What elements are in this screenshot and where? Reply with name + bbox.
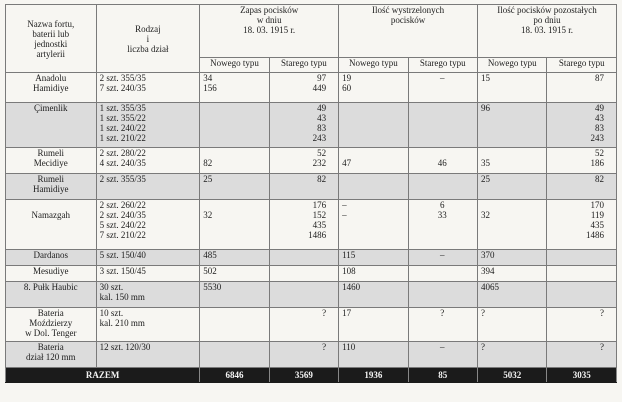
cell-gun-kind [96,200,200,250]
header-stock-new: Nowego typu [200,58,269,73]
cell-fired-old [408,103,477,148]
table-row [6,282,617,308]
header-kind [96,5,200,73]
cell-unit-name [6,266,97,282]
cell-rem-old-line: 52 [595,148,604,158]
cell-rem-old [547,282,617,308]
cell-fired-old-line: – [440,342,445,352]
cell-fired-old-line: 6 [440,200,445,210]
cell-gun-kind [96,266,200,282]
cell-stock-old-line: 232 [312,158,327,168]
cell-fired-new-line: – [342,210,347,220]
cell-unit-name-line: Hamidiye [33,83,69,93]
cell-unit-name [6,103,97,148]
cell-rem-new [478,250,547,266]
cell-rem-new-line: 25 [481,174,491,184]
total-stock-old: 3569 [269,368,338,383]
cell-gun-kind-line: 2 szt. 240/35 [99,210,146,220]
cell-unit-name-line: 8. Pułk Haubic [23,282,78,292]
table-row [6,250,617,266]
cell-stock-old [269,73,338,103]
header-remaining-new: Nowego typu [478,58,547,73]
total-rem-new: 5032 [478,368,547,383]
cell-unit-name-line: dział 120 mm [26,352,76,362]
cell-fired-new [339,342,408,368]
cell-fired-old [408,282,477,308]
cell-unit-name-line: Anadolu [35,73,67,83]
cell-unit-name-line: Bateria [37,342,64,352]
cell-stock-old-line: 52 [317,148,327,158]
cell-rem-old [547,148,617,174]
total-row [6,368,617,383]
table-row [6,174,617,200]
cell-fired-new [339,148,408,174]
cell-fired-new [339,103,408,148]
cell-rem-new-line: 15 [481,73,491,83]
cell-unit-name-line: Dardanos [33,250,69,260]
cell-rem-old [547,308,617,342]
table-body [6,73,617,368]
header-kind-line: i [146,33,150,44]
header-remaining-line: Ilość pocisków pozostałych [497,5,597,15]
cell-rem-new [478,103,547,148]
table-row [6,200,617,250]
cell-gun-kind [96,250,200,266]
header-stock-line: Zapas pocisków [240,5,299,15]
cell-gun-kind-line: 1 szt. 210/22 [99,133,146,143]
cell-stock-old [269,103,338,148]
cell-rem-new-line: 96 [481,103,491,113]
table-row [6,342,617,368]
cell-unit-name [6,308,97,342]
cell-stock-new [200,73,269,103]
cell-unit-name-line: Çimenlik [34,103,68,113]
cell-stock-new-line: 34 [203,73,213,83]
cell-rem-old-line: ? [600,308,604,318]
cell-gun-kind-line: 7 szt. 240/35 [99,83,146,93]
cell-rem-new [478,73,547,103]
cell-gun-kind-line: 1 szt. 240/22 [99,123,146,133]
cell-fired-new-line: 1460 [342,282,361,292]
cell-stock-old-line: 49 [317,103,327,113]
cell-stock-old-line: 83 [317,123,327,133]
cell-rem-old-line: 83 [595,123,604,133]
cell-rem-new-line: 370 [481,250,495,260]
cell-fired-old [408,73,477,103]
cell-fired-new-line: 60 [342,83,352,93]
header-stock [200,5,339,58]
header-fired-new: Nowego typu [339,58,408,73]
cell-unit-name-line [9,200,93,210]
cell-stock-new-line: 485 [203,250,217,260]
cell-fired-new-line: 108 [342,266,356,276]
cell-unit-name-line: Rumeli [37,174,65,184]
header-name-line: artylerii [36,48,66,59]
cell-gun-kind [96,342,200,368]
cell-gun-kind-line: 2 szt. 355/35 [99,174,146,184]
cell-stock-new [200,103,269,148]
cell-rem-new-line: 4065 [481,282,500,292]
cell-fired-new-line: 110 [342,342,356,352]
cell-gun-kind-line: 12 szt. 120/30 [99,342,151,352]
cell-gun-kind-line: 1 szt. 355/35 [99,103,146,113]
cell-gun-kind-line: 3 szt. 150/45 [99,266,146,276]
cell-stock-old-line: 82 [317,174,327,184]
cell-rem-new-line: 394 [481,266,495,276]
cell-rem-new [478,174,547,200]
cell-rem-new-line: 32 [481,210,491,220]
total-rem-old: 3035 [547,368,617,383]
cell-unit-name [6,250,97,266]
cell-fired-old-line: 46 [437,158,447,168]
cell-stock-new [200,266,269,282]
cell-stock-old-line: ? [322,342,327,352]
cell-rem-old-line: 170 [590,200,604,210]
total-label: RAZEM [6,368,200,383]
cell-stock-new-line: 5530 [203,282,222,292]
cell-stock-new-line [203,148,265,158]
cell-unit-name-line: Mecidiye [33,158,68,168]
cell-fired-new [339,282,408,308]
cell-fired-new-line: 17 [342,308,352,318]
cell-gun-kind [96,174,200,200]
cell-fired-new [339,200,408,250]
cell-gun-kind-line: 4 szt. 240/35 [99,158,146,168]
cell-rem-new-line [481,148,543,158]
cell-fired-old-line: – [440,73,445,83]
header-stock-line: 18. 03. 1915 r. [243,25,296,35]
cell-stock-new-line: 25 [203,174,213,184]
cell-fired-new [339,250,408,266]
cell-stock-new [200,148,269,174]
cell-rem-old-line: 435 [590,220,604,230]
cell-stock-new-line: 502 [203,266,217,276]
cell-gun-kind [96,308,200,342]
cell-rem-new [478,308,547,342]
header-kind-line: Rodzaj [135,23,161,34]
cell-rem-old [547,250,617,266]
cell-fired-old [408,200,477,250]
cell-fired-old [408,148,477,174]
cell-rem-new-line [481,200,543,210]
table-row [6,308,617,342]
cell-fired-old-line [411,148,474,158]
cell-rem-old [547,200,617,250]
header-remaining-line: po dniu [533,15,561,25]
table-row [6,266,617,282]
cell-fired-new-line: 115 [342,250,356,260]
cell-rem-old-line: 43 [595,113,604,123]
cell-gun-kind [96,73,200,103]
cell-rem-old [547,103,617,148]
cell-unit-name-line: Namazgah [31,210,71,220]
cell-stock-old [269,200,338,250]
header-remaining [478,5,617,58]
cell-stock-old-line: 243 [312,133,327,143]
cell-stock-old-line: 43 [317,113,327,123]
cell-stock-old-line: 449 [312,83,327,93]
cell-stock-new [200,250,269,266]
cell-stock-old-line: 176 [312,200,327,210]
cell-unit-name [6,73,97,103]
cell-stock-new [200,200,269,250]
cell-stock-old-line: 152 [312,210,327,220]
cell-rem-old [547,174,617,200]
cell-stock-new [200,308,269,342]
cell-gun-kind-line: kal. 210 mm [99,318,145,328]
cell-stock-old-line: 1486 [308,230,327,240]
cell-stock-old [269,174,338,200]
cell-stock-new [200,174,269,200]
header-stock-old: Starego typu [269,58,338,73]
cell-gun-kind-line: 5 szt. 150/40 [99,250,146,260]
cell-stock-new-line: 32 [203,210,213,220]
cell-rem-new [478,200,547,250]
total-fired-old: 85 [408,368,477,383]
cell-unit-name-line: Rumeli [37,148,65,158]
cell-rem-old-line: 186 [590,158,604,168]
cell-rem-new [478,266,547,282]
header-name-line: jednostki [34,38,68,49]
ammunition-table [5,4,617,383]
cell-gun-kind [96,282,200,308]
cell-rem-new-line: 35 [481,158,491,168]
total-stock-new: 6846 [200,368,269,383]
cell-fired-old-line: 33 [437,210,447,220]
cell-rem-old-line: ? [600,342,604,352]
header-kind-line: liczba dział [127,43,169,54]
header-name-line: baterii lub [32,28,70,39]
cell-unit-name-line: Bateria [37,308,64,318]
cell-stock-old-line: ? [322,308,327,318]
table-row [6,148,617,174]
cell-gun-kind-line: 5 szt. 240/22 [99,220,146,230]
cell-rem-old [547,342,617,368]
cell-rem-old [547,73,617,103]
cell-gun-kind [96,148,200,174]
cell-fired-new-line [342,148,404,158]
cell-stock-old [269,148,338,174]
cell-unit-name-line: Hamidiye [33,184,69,194]
cell-unit-name [6,342,97,368]
cell-fired-new-line: – [342,200,347,210]
cell-rem-old-line: 1486 [586,230,604,240]
cell-fired-new [339,73,408,103]
cell-unit-name [6,200,97,250]
table-row [6,73,617,103]
header-fired [339,5,478,58]
cell-gun-kind-line: 2 szt. 260/22 [99,200,146,210]
cell-unit-name-line: w Dol. Tenger [25,328,77,338]
total-fired-new: 1936 [339,368,408,383]
cell-fired-new [339,174,408,200]
cell-stock-new-line: 156 [203,83,217,93]
cell-gun-kind-line: 2 szt. 355/35 [99,73,146,83]
cell-stock-old [269,282,338,308]
cell-stock-old [269,308,338,342]
cell-rem-old [547,266,617,282]
cell-gun-kind-line: 2 szt. 280/22 [99,148,146,158]
header-fired-line: pocisków [390,15,426,25]
cell-unit-name [6,282,97,308]
cell-stock-old-line: 435 [312,220,327,230]
header-remaining-line: 18. 03. 1915 r. [521,25,574,35]
header-fired-line: Ilość wystrzelonych [371,5,445,15]
cell-gun-kind-line: 10 szt. [99,308,124,318]
cell-unit-name [6,148,97,174]
cell-fired-old [408,308,477,342]
cell-gun-kind-line: 7 szt. 210/22 [99,230,146,240]
cell-rem-new [478,282,547,308]
cell-fired-new [339,308,408,342]
cell-fired-new [339,266,408,282]
cell-rem-new-line: ? [481,308,486,318]
cell-gun-kind-line: 30 szt. [99,282,124,292]
cell-gun-kind [96,103,200,148]
cell-stock-new-line [203,200,265,210]
header-stock-line: w dniu [256,15,282,25]
header-fired-old: Starego typu [408,58,477,73]
cell-rem-old-line: 243 [590,133,604,143]
cell-fired-new-line: 19 [342,73,352,83]
table-row [6,103,617,148]
cell-rem-new [478,148,547,174]
cell-unit-name-line: Mesudiye [33,266,69,276]
cell-fired-old-line: – [440,250,445,260]
cell-rem-old-line: 119 [590,210,604,220]
cell-gun-kind-line: 1 szt. 355/22 [99,113,146,123]
cell-rem-old-line: 49 [595,103,604,113]
cell-unit-name-line: Moździerzy [29,318,73,328]
cell-rem-new-line: ? [481,342,486,352]
cell-stock-new [200,342,269,368]
cell-stock-old [269,266,338,282]
cell-stock-old [269,342,338,368]
cell-rem-new [478,342,547,368]
cell-rem-old-line: 87 [595,73,604,83]
cell-fired-old [408,266,477,282]
header-name-line: Nazwa fortu, [27,18,75,29]
cell-unit-name [6,174,97,200]
cell-stock-old [269,250,338,266]
cell-fired-old [408,342,477,368]
cell-stock-new-line: 82 [203,158,213,168]
cell-fired-old [408,174,477,200]
cell-fired-old-line: ? [440,308,445,318]
cell-stock-new [200,282,269,308]
cell-gun-kind-line: kal. 150 mm [99,292,145,302]
cell-rem-old-line: 82 [595,174,604,184]
cell-fired-old [408,250,477,266]
cell-fired-new-line: 47 [342,158,352,168]
header-name [6,5,97,73]
header-remaining-old: Starego typu [547,58,617,73]
cell-stock-old-line: 97 [317,73,327,83]
